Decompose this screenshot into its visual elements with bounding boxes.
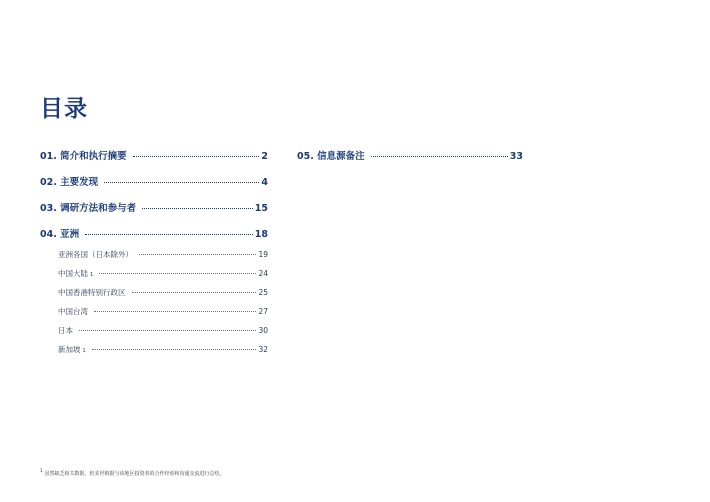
dot-leader <box>92 349 257 350</box>
toc-subentry-taiwan[interactable] <box>58 306 268 325</box>
toc-subentry-label: 日本 <box>58 326 73 335</box>
dot-leader <box>132 292 257 293</box>
toc-right-column <box>297 148 523 162</box>
toc-subentry-label: 亚洲各国（日本除外） <box>58 250 133 259</box>
toc-subentry-page: 32 <box>258 345 268 354</box>
dot-leader <box>371 156 508 157</box>
toc-subentry-page: 19 <box>258 250 268 259</box>
toc-subentry-page: 24 <box>258 269 268 278</box>
dot-leader <box>94 311 256 312</box>
toc-entry-01[interactable] <box>40 148 268 162</box>
toc-subentry-japan[interactable] <box>58 325 268 344</box>
dot-leader <box>85 234 253 235</box>
dot-leader <box>142 208 253 209</box>
page-title: 目录 <box>40 96 88 122</box>
toc-sub-list <box>40 249 268 363</box>
dot-leader <box>133 156 260 157</box>
toc-subentry-page: 27 <box>258 307 268 316</box>
dot-leader <box>99 273 256 274</box>
footnote-marker: 1 <box>40 468 43 473</box>
toc-entry-label: 03. 调研方法和参与者 <box>40 203 137 214</box>
toc-entry-page: 18 <box>254 229 268 240</box>
toc-entry-label: 01. 简介和执行摘要 <box>40 151 127 162</box>
toc-entry-label: 04. 亚洲 <box>40 229 80 240</box>
toc-entry-page: 33 <box>509 151 523 162</box>
toc-subentry-label: 新加坡 <box>58 345 81 354</box>
toc-subentry-label: 中国香港特别行政区 <box>58 288 126 297</box>
toc-subentry-mainland-china[interactable] <box>58 268 268 287</box>
footnote-marker: 1 <box>82 348 86 354</box>
toc-entry-04[interactable] <box>40 226 268 240</box>
toc-subentry-label: 中国台湾 <box>58 307 88 316</box>
toc-entry-03[interactable] <box>40 200 268 214</box>
toc-entry-label: 05. 信息源备注 <box>297 151 365 162</box>
toc-entry-label: 02. 主要发现 <box>40 177 99 188</box>
toc-entry-page: 15 <box>254 203 268 214</box>
dot-leader <box>79 330 256 331</box>
footnote-text: 虽然缺乏相关数据，但美世根据与该地区投资者的合作经验和沟通交流进行总结。 <box>44 471 225 477</box>
toc-subentry-page: 25 <box>258 288 268 297</box>
footnote <box>40 468 225 477</box>
toc-entry-02[interactable] <box>40 174 268 188</box>
toc-subentry-label: 中国大陆 <box>58 269 88 278</box>
toc-entry-page: 4 <box>261 177 268 188</box>
toc-left-column <box>40 148 268 363</box>
toc-subentry-asia-ex-japan[interactable] <box>58 249 268 268</box>
toc-subentry-page: 30 <box>258 326 268 335</box>
dot-leader <box>139 254 256 255</box>
toc-subentry-singapore[interactable] <box>58 344 268 363</box>
toc-entry-05[interactable] <box>297 148 523 162</box>
toc-subentry-hong-kong[interactable] <box>58 287 268 306</box>
footnote-marker: 1 <box>90 272 94 278</box>
dot-leader <box>104 182 259 183</box>
toc-entry-page: 2 <box>261 151 268 162</box>
